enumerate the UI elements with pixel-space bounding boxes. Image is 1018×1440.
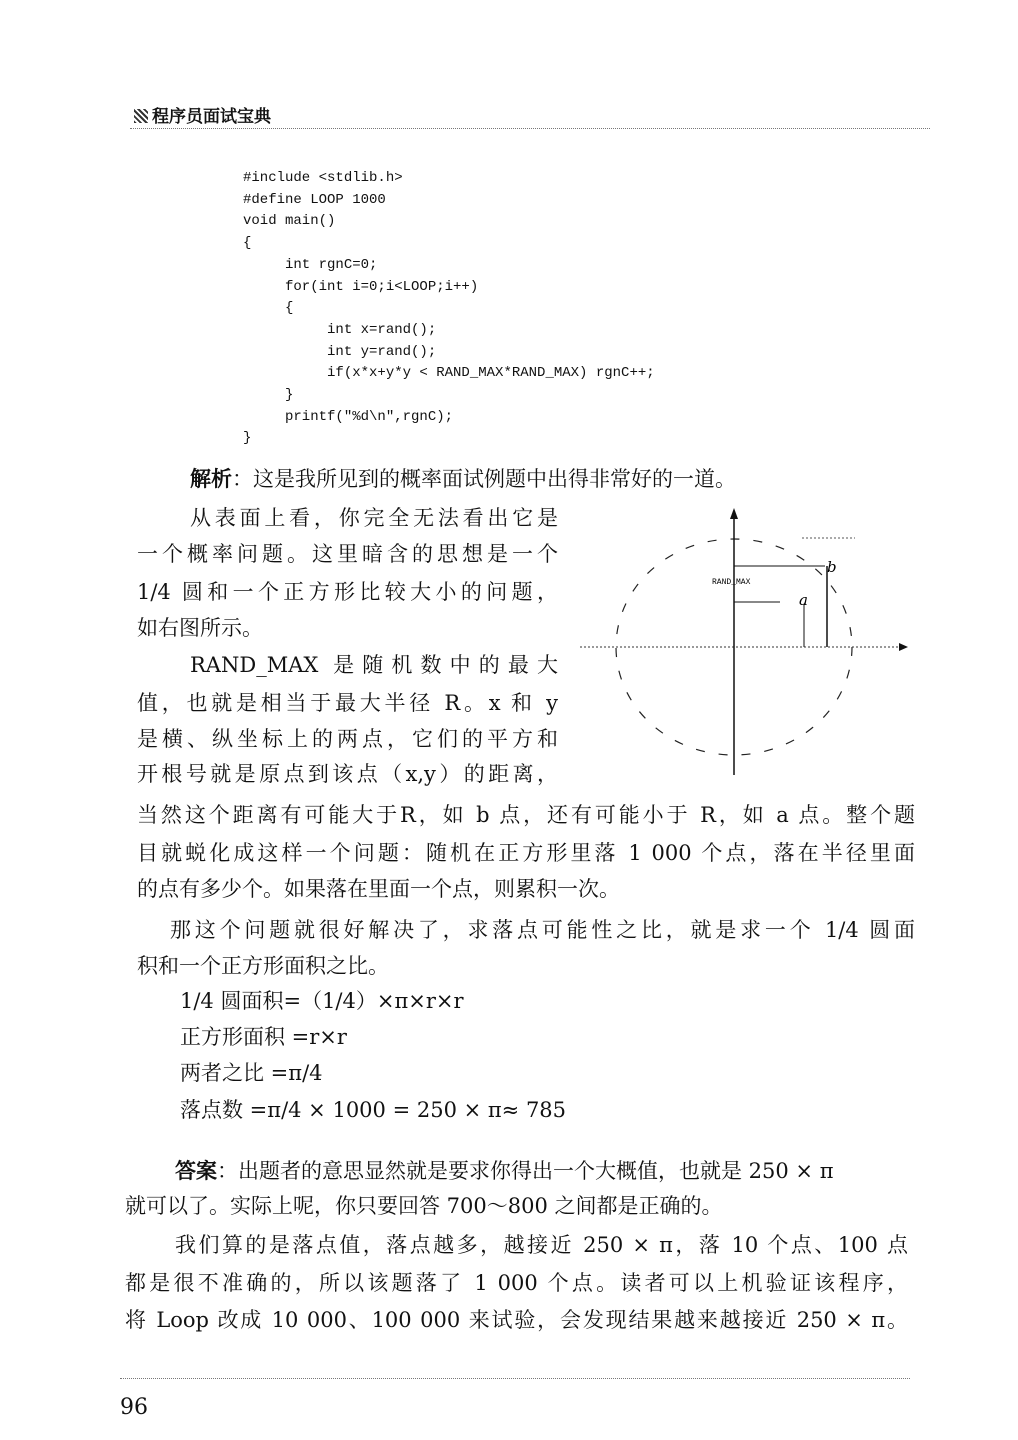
- footer-rule: [120, 1378, 910, 1379]
- paragraph-line: 当然这个距离有可能大于R，如 b 点，还有可能小于 R，如 a 点。整个题: [137, 803, 915, 827]
- code-line: {: [243, 235, 252, 252]
- paragraph-line: 一个概率问题。这里暗含的思想是一个: [137, 542, 558, 566]
- paragraph-line: 积和一个正方形面积之比。: [137, 954, 389, 978]
- code-line: int x=rand();: [243, 321, 437, 338]
- answer-first-line: ：出题者的意思显然就是要求你得出一个大概值，也就是 250 × π: [217, 1159, 834, 1183]
- paragraph-line: 1/4 圆和一个正方形比较大小的问题，: [137, 580, 558, 604]
- answer-line: 将 Loop 改成 10 000、100 000 来试验，会发现结果越来越接近 250 × π。: [125, 1308, 908, 1332]
- code-line: int rgnC=0;: [243, 256, 378, 273]
- answer-label: 答案: [175, 1158, 217, 1183]
- paragraph-line: 那这个问题就很好解决了，求落点可能性之比，就是求一个 1/4 圆面: [170, 918, 915, 942]
- book-title: 程序员面试宝典: [152, 107, 271, 127]
- formula-line: 1/4 圆面积=（1/4）×π×r×r: [180, 989, 464, 1013]
- formula-line: 落点数 =π/4 × 1000 = 250 × π≈ 785: [180, 1098, 567, 1122]
- code-line: printf("%d\n",rgnC);: [243, 408, 454, 425]
- paragraph-line: 目就蜕化成这样一个问题：随机在正方形里落 1 000 个点，落在半径里面: [137, 841, 915, 865]
- paragraph-line: RAND_MAX 是随机数中的最大: [190, 653, 558, 677]
- paragraph-line: 是横、纵坐标上的两点，它们的平方和: [137, 727, 558, 751]
- code-line: #include <stdlib.h>: [243, 170, 403, 186]
- paragraph-line: 开根号就是原点到该点（x,y）的距离，: [137, 762, 558, 786]
- answer-line: 都是很不准确的，所以该题落了 1 000 个点。读者可以上机验证该程序，: [125, 1271, 908, 1295]
- code-line: }: [243, 430, 252, 447]
- answer-line: 我们算的是落点值，落点越多，越接近 250 × π，落 10 个点、100 点: [175, 1233, 908, 1257]
- analysis-first-line: ：这是我所见到的概率面试例题中出得非常好的一道。: [232, 467, 736, 491]
- code-line: }: [243, 387, 294, 404]
- answer-line: 就可以了。实际上呢，你只要回答 700～800 之间都是正确的。: [125, 1194, 723, 1218]
- code-line: #define LOOP 1000: [243, 191, 386, 208]
- radius-label: RAND_MAX: [712, 578, 751, 587]
- code-line: {: [243, 300, 294, 317]
- paragraph-line: 的点有多少个。如果落在里面一个点，则累积一次。: [137, 877, 620, 901]
- point-a-label: a: [799, 591, 808, 609]
- code-line: for(int i=0;i<LOOP;i++): [243, 278, 479, 295]
- formula-line: 两者之比 =π/4: [180, 1061, 323, 1085]
- paragraph-line: 从表面上看，你完全无法看出它是: [190, 506, 558, 530]
- x-axis-arrow-icon: [899, 643, 908, 651]
- paragraph-line: 值，也就是相当于最大半径 R。x 和 y: [137, 691, 558, 715]
- formula-line: 正方形面积 =r×r: [180, 1025, 347, 1049]
- paragraph-line: 如右图所示。: [137, 616, 263, 640]
- page-number: 96: [120, 1395, 148, 1420]
- code-line: if(x*x+y*y < RAND_MAX*RAND_MAX) rgnC++;: [243, 365, 655, 382]
- y-axis-arrow-icon: [730, 508, 738, 519]
- point-b-label: b: [827, 558, 837, 576]
- answer-heading: [175, 1158, 834, 1184]
- code-line: int y=rand();: [243, 343, 437, 360]
- analysis-label: 解析: [190, 466, 232, 491]
- analysis-heading: [190, 466, 736, 492]
- code-line: void main(): [243, 213, 336, 230]
